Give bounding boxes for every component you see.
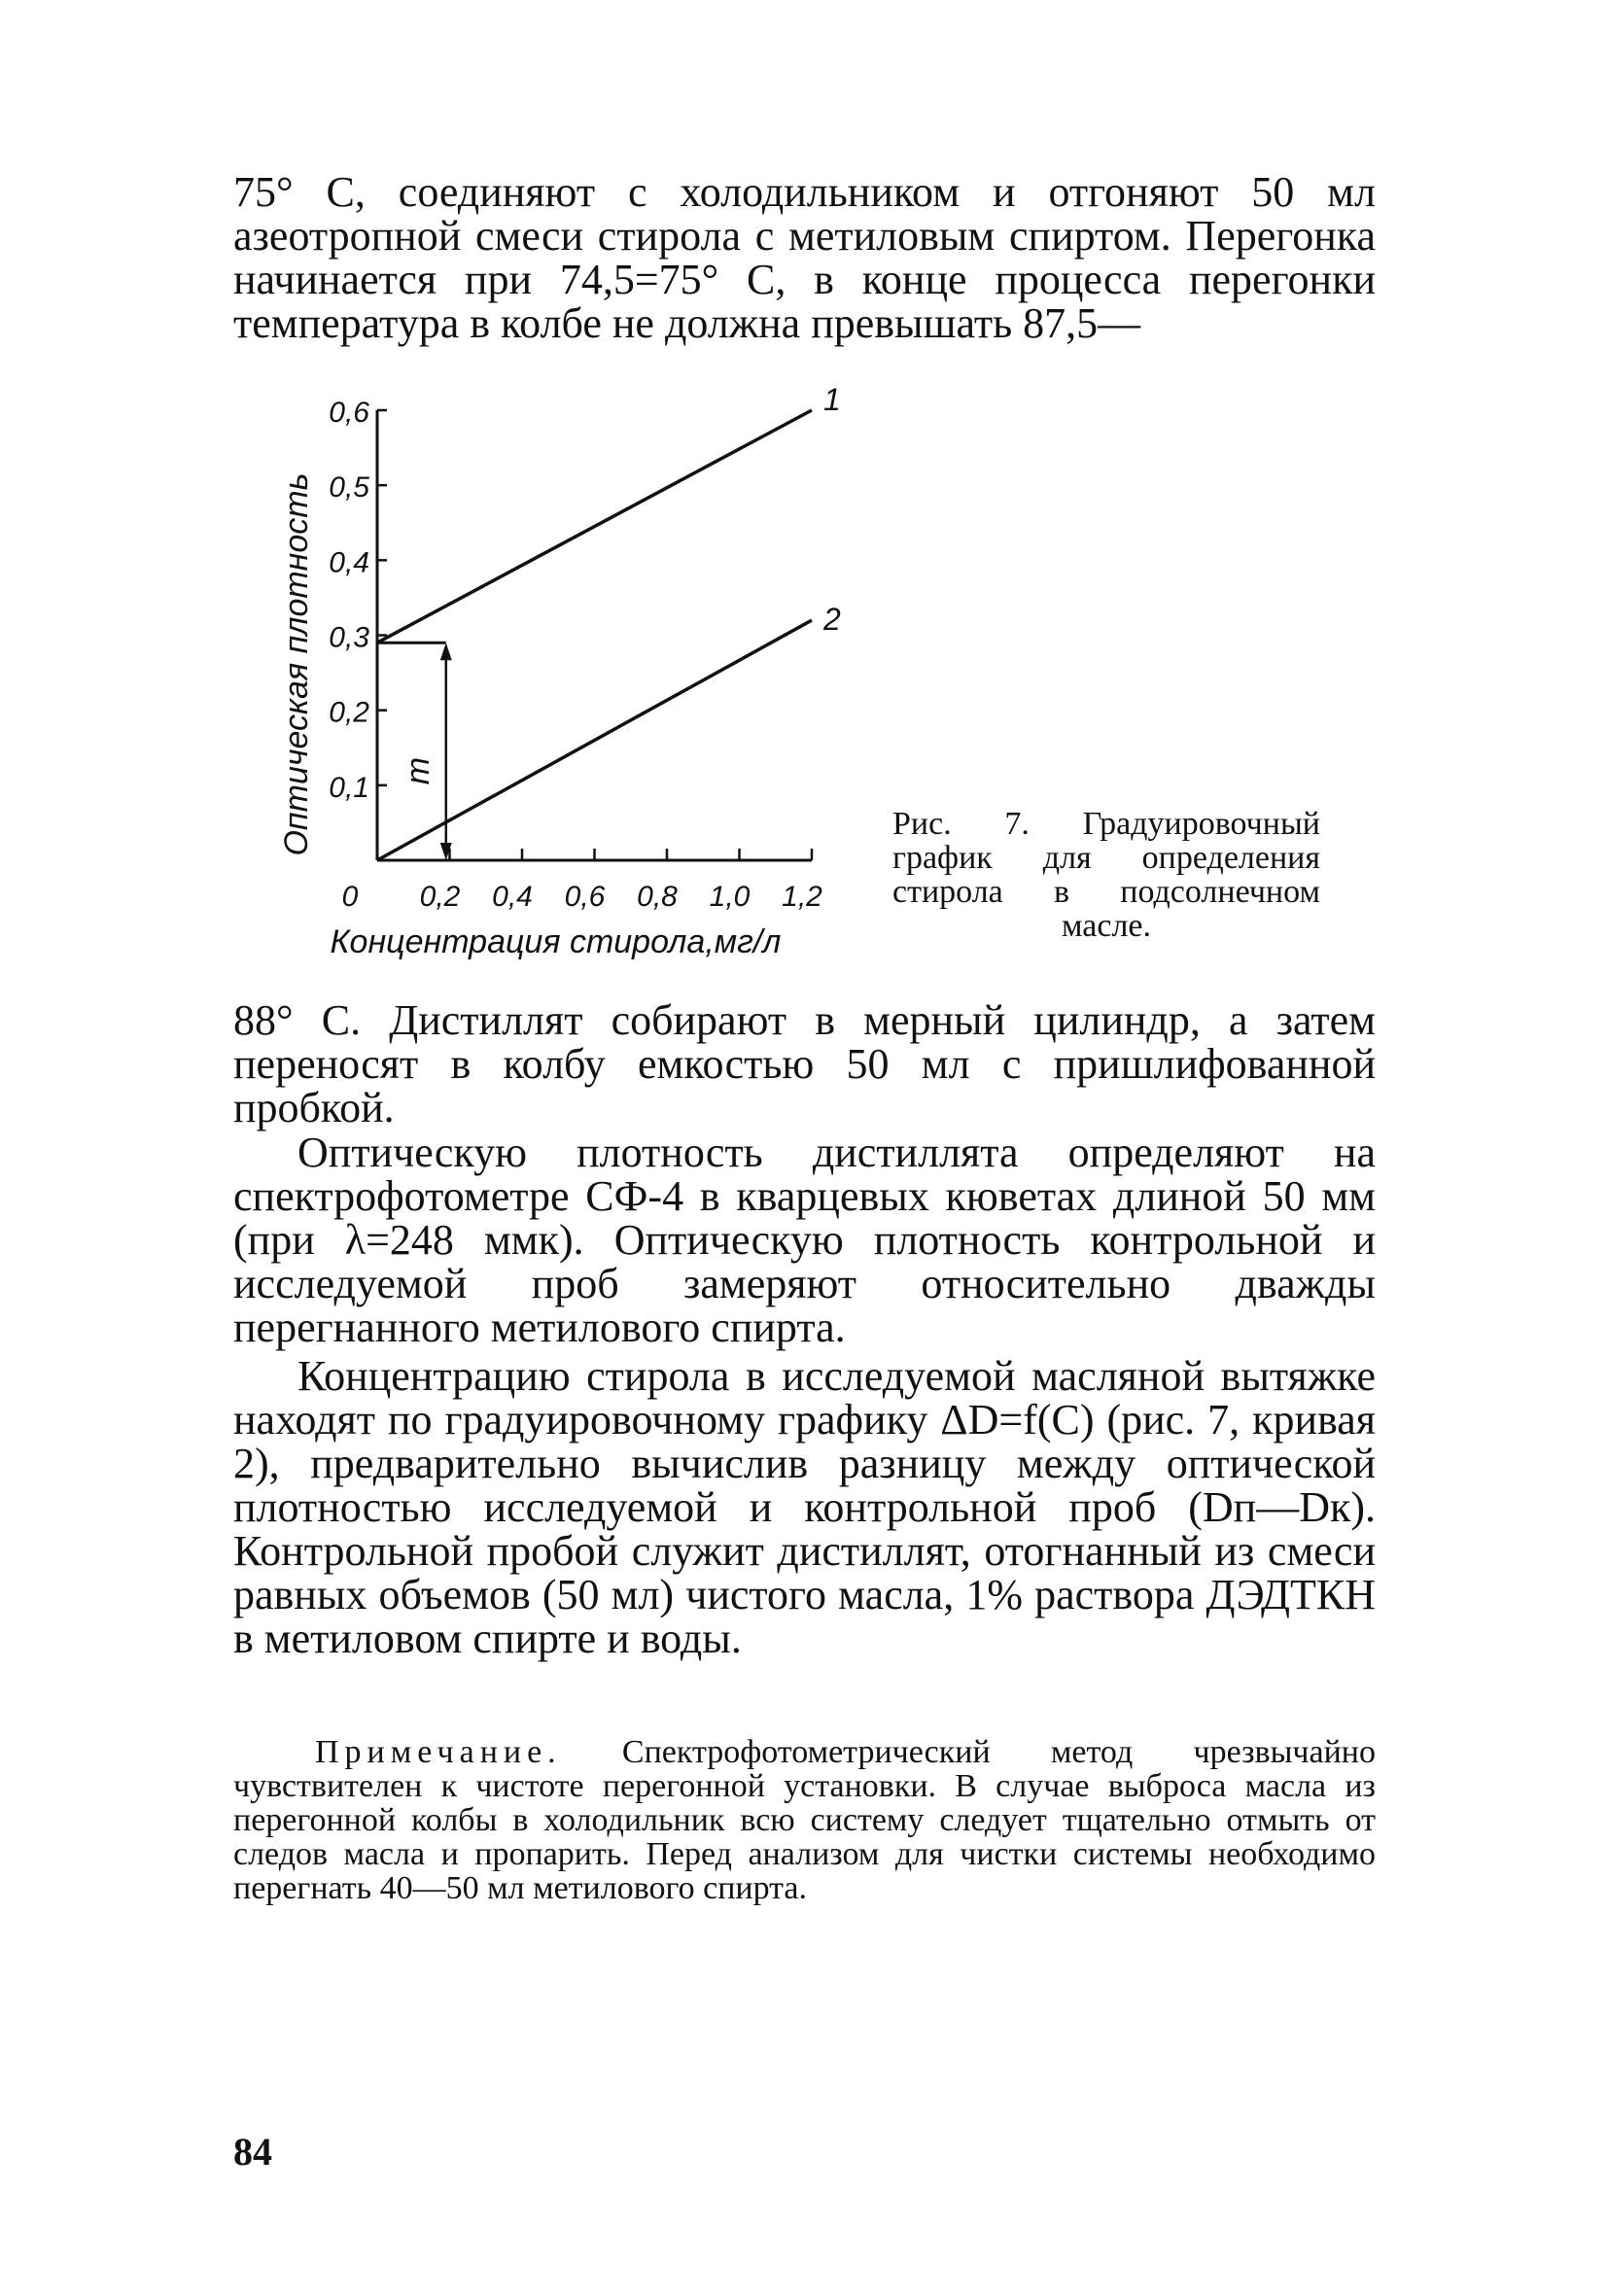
series-label-2: 2 <box>823 602 841 638</box>
series-line-1 <box>377 410 812 643</box>
paragraph-2: Оптическую плотность дистиллята определяют на спектрофотометре СФ-4 в кварцевых кюветах длиной 50 мм (при λ=248 ммк). Оптическую плотность контрольной и исследуемой проб замеряют относительно дважды перегнанного метилового спирта. <box>233 1129 1376 1351</box>
y-tick-label: 0,5 <box>329 471 369 504</box>
x-tick-label: 0,6 <box>564 881 606 913</box>
origin-label: 0 <box>341 881 359 913</box>
paragraph-1: 88° С. Дистиллят собирают в мерный цилиндр, а затем переносят в колбу емкостью 50 мл с пришлифованной пробкой. <box>233 996 1376 1131</box>
chart-svg <box>272 369 875 962</box>
y-axis-title: Оптическая плотность <box>278 472 315 856</box>
x-tick-label: 0,8 <box>637 881 678 913</box>
y-tick-label: 0,6 <box>329 397 369 429</box>
note <box>233 1735 1376 1905</box>
y-tick-label: 0,1 <box>329 771 369 804</box>
paragraph-3: Концентрацию стирола в исследуемой масляной вытяжке находят по градуировочному графику ΔD=f(C) (рис. 7, кривая 2), предварительно вычислив разницу между оптической плотностью исследуемой и контрольной проб (Dп—Dк). Контрольной пробой служит дистиллят, отогнанный из смеси равных объемов (50 мл) чистого масла, 1% раствора ДЭДТКН в метиловом спирте и воды. <box>233 1352 1376 1662</box>
calibration-chart <box>272 369 875 962</box>
page-number: 84 <box>233 2130 272 2174</box>
series-label-1: 1 <box>823 382 841 417</box>
x-tick-label: 0,4 <box>492 881 533 913</box>
figure-caption: Рис. 7. Градуировочный график для определения стирола в подсолнечном масле. <box>892 806 1320 944</box>
paragraph-top: 75° C, соединяют с холодильником и отгоняют 50 мл азеотропной смеси стирола с метиловым спиртом. Перегонка начинается при 74,5=75° С, в конце процесса перегонки температура в колбе не должна превышать 87,5— <box>233 168 1376 347</box>
note-text: Спектрофотометрический метод чрезвычайно чувствителен к чистоте перегонной установки. В случае выброса масла из перегонной колбы в холодильник всю систему следует тщательно отмыть от следов масла и пропарить. Перед анализом для чистки системы необходимо перегнать 40—50 мл метилового спирта. <box>233 1734 1376 1906</box>
y-tick-label: 0,2 <box>329 696 369 729</box>
note-label: Примечание. <box>315 1734 562 1770</box>
annotation-label: m <box>399 756 437 785</box>
y-tick-label: 0,3 <box>329 621 369 654</box>
x-tick-label: 1,2 <box>782 881 822 913</box>
y-tick-label: 0,4 <box>329 546 369 579</box>
x-tick-label: 1,0 <box>709 881 751 913</box>
x-tick-label: 0,2 <box>419 881 461 913</box>
x-axis-title: Концентрация стирола,мг/л <box>330 923 782 960</box>
annotation-arrowhead-top <box>440 643 452 660</box>
